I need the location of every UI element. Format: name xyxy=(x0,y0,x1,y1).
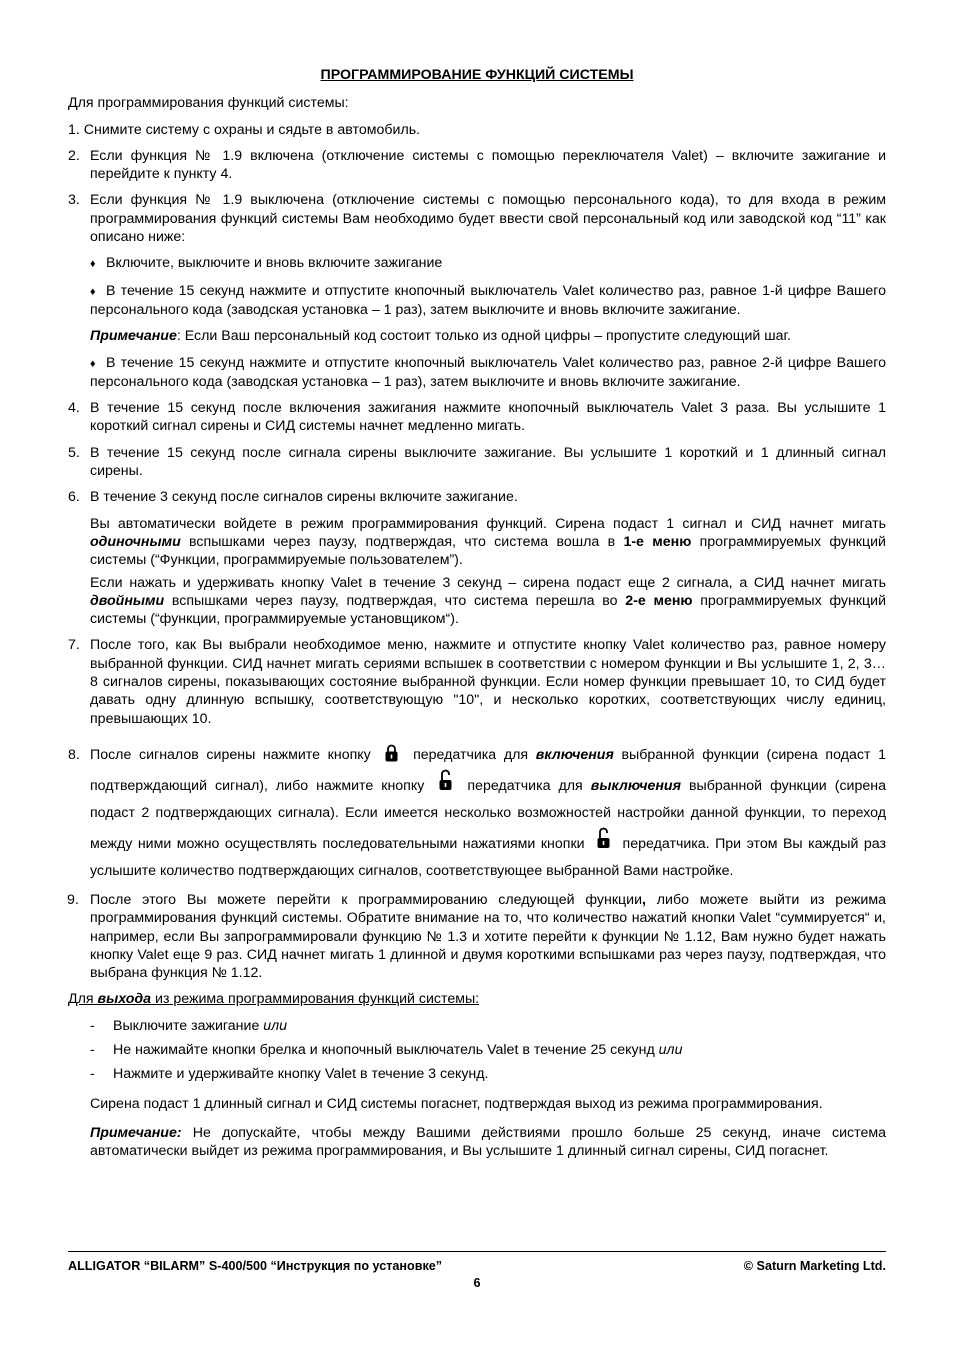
bullet-item: ♦ В течение 15 секунд нажмите и отпустите кнопочный выключатель Valet количество раз, равное 2-й цифре Вашего персонального кода (заводская установка – 1 раз), затем выключите и вновь включите зажигание. xyxy=(90,354,886,390)
step-number: 8. xyxy=(68,746,80,763)
lock-closed-icon xyxy=(384,744,399,762)
note-single-digit: Примечание: Если Ваш персональный код состоит только из одной цифры – пропустите следующий шаг. xyxy=(90,328,791,345)
step-6 xyxy=(68,488,886,506)
step-5 xyxy=(68,444,886,481)
emphasis: одиночными xyxy=(90,533,181,550)
step-number: 6. xyxy=(68,489,80,506)
lock-open-icon xyxy=(438,769,453,791)
step-number: 7. xyxy=(68,637,80,654)
step-3 xyxy=(68,191,886,246)
note-label: Примечание: xyxy=(90,1124,182,1141)
emphasis: включения xyxy=(535,746,614,763)
exit-note: Примечание: Не допускайте, чтобы между Вашими действиями прошло больше 25 секунд, иначе система автоматически выйдет из режима программирования, и Вы услышите 1 длинный сигнал сирены, СИД погаснет. xyxy=(90,1124,886,1160)
step-text: Если функция № 1.9 включена (отключение системы с помощью переключателя Valet) – включите зажигание и перейдите к пункту 4. xyxy=(90,147,886,183)
page-footer xyxy=(68,1251,886,1290)
dash-bullet: - xyxy=(90,1017,95,1034)
step-text: Снимите систему с охраны и сядьте в автомобиль. xyxy=(83,121,421,138)
step-text: Если функция № 1.9 выключена (отключение системы с помощью персонального кода), то для входа в режим программирования функций системы Вам необходимо будет ввести свой персональный код или заводской код “11” как описано ниже: xyxy=(90,192,886,246)
dash-bullet: - xyxy=(90,1066,95,1083)
document-body xyxy=(68,66,886,1168)
step-4 xyxy=(68,399,886,436)
step-text: В течение 15 секунд после сигнала сирены выключите зажигание. Вы услышите 1 короткий и 1 длинный сигнал сирены. xyxy=(90,444,886,480)
menu-name: 1-е меню xyxy=(623,533,692,550)
lock-open-icon xyxy=(596,827,611,849)
step-8: 8. После сигналов сирены нажмите кнопку передатчика для включения выбранной функции (сирена подаст 1 подтверждающий сигнал), либо нажмите кнопку передатчика для выключения выбранной функции (сирена подаст 2 подтверждающих сигнала). Если имеется несколько возможностей настройки данной функции, то переход между ними можно осуществлять последовательными нажатиями кнопки передатчика. При этом Вы каждый раз услышите количество подтверждающих сигналов, соответствующее выбранной Вами настройке. xyxy=(68,742,886,885)
exit-option: - Не нажимайте кнопки брелка и кнопочный выключатель Valet в течение 25 секунд или xyxy=(90,1041,683,1058)
diamond-bullet-icon: ♦ xyxy=(90,258,96,271)
step-text: После того, как Вы выбрали необходимое меню, нажмите и отпустите кнопку Valet количество раз, равное номеру выбранной функции. СИД начнет мигать сериями вспышек в соответствии с номером функции и Вы услышите 1, 2, 3…8 сигналов сирены, показывающих состояние выбранной функции. Если номер функции превышает 10, то СИД будет давать одну длинную вспышку, соответствующую "10", и несколько коротких, соответствующих числу единиц, превышающих 10. xyxy=(90,637,886,727)
note-label: Примечание xyxy=(90,328,177,345)
menu-name: 2-е меню xyxy=(625,592,693,609)
step-text: В течение 15 секунд после включения зажигания нажмите кнопочный выключатель Valet 3 раза. Вы услышите 1 короткий сигнал сирены и СИД системы начнет медленно мигать. xyxy=(90,400,886,435)
bullet-item: ♦ В течение 15 секунд нажмите и отпустите кнопочный выключатель Valet количество раз, равное 1-й цифре Вашего персонального кода (заводская установка – 1 раз), затем выключите и вновь включите зажигание. xyxy=(90,282,886,318)
diamond-bullet-icon: ♦ xyxy=(90,357,96,370)
emphasis: выключения xyxy=(590,777,681,794)
page-number: 6 xyxy=(473,1276,481,1290)
footer-document-title: ALLIGATOR “BILARM” S-400/500 “Инструкция по установке” xyxy=(68,1259,443,1273)
emphasis: выхода xyxy=(97,991,152,1008)
exit-option: - Выключите зажигание или xyxy=(90,1017,288,1034)
step-2 xyxy=(68,147,886,184)
page-title: ПРОГРАММИРОВАНИЕ ФУНКЦИЙ СИСТЕМЫ xyxy=(320,67,634,83)
step-number: 1. xyxy=(68,121,80,138)
step-number: 4. xyxy=(68,400,80,417)
diamond-bullet-icon: ♦ xyxy=(90,285,96,298)
step-1 xyxy=(68,121,886,139)
exit-confirmation: Сирена подаст 1 длинный сигнал и СИД системы погаснет, подтверждая выход из режима программирования. xyxy=(90,1095,823,1112)
step-number: 3. xyxy=(68,192,80,209)
dash-bullet: - xyxy=(90,1041,95,1058)
exit-option: - Нажмите и удерживайте кнопку Valet в течение 3 секунд. xyxy=(90,1066,489,1083)
footer-copyright: © Saturn Marketing Ltd. xyxy=(743,1259,886,1273)
emphasis: двойными xyxy=(90,592,165,609)
intro-text: Для программирования функций системы: xyxy=(68,95,349,112)
step-number: 2. xyxy=(68,147,80,164)
bullet-item: ♦ Включите, выключите и вновь включите зажигание xyxy=(68,254,886,273)
menu-2-paragraph: Если нажать и удерживать кнопку Valet в течение 3 секунд – сирена подаст еще 2 сигнала, а СИД начнет мигать двойными вспышками через паузу, подтверждая, что система перешла во 2-е меню программируемых функций системы (“функции, программируемые установщиком“). xyxy=(90,574,887,628)
menu-1-paragraph: Вы автоматически войдете в режим программирования функций. Сирена подаст 1 сигнал и СИД начнет мигать одиночными вспышками через паузу, подтверждая, что система вошла в 1-е меню программируемых функций системы (“Функции, программируемые пользователем”). xyxy=(90,515,886,569)
step-7 xyxy=(68,636,886,727)
step-text: В течение 3 секунд после сигналов сирены включите зажигание. xyxy=(90,489,518,506)
step-number: 5. xyxy=(68,444,80,461)
step-number: 9. xyxy=(67,891,79,908)
exit-heading: Для выхода из режима программирования функций системы: xyxy=(68,991,480,1008)
step-9: 9. После этого Вы можете перейти к программированию следующей функции, либо можете выйти из режима программирования функций системы. Обратите внимание на то, что количество нажатий кнопки Valet “суммируется“ и, например, если Вы запрограммировали функцию № 1.3 и хотите перейти к функции № 1.12, Вам нужно будет нажать кнопку Valet еще 9 раз. СИД начнет мигать 1 длинной и двумя короткими вспышками раз через паузу, подтверждая, что выбрана функция № 1.12. xyxy=(67,891,886,982)
